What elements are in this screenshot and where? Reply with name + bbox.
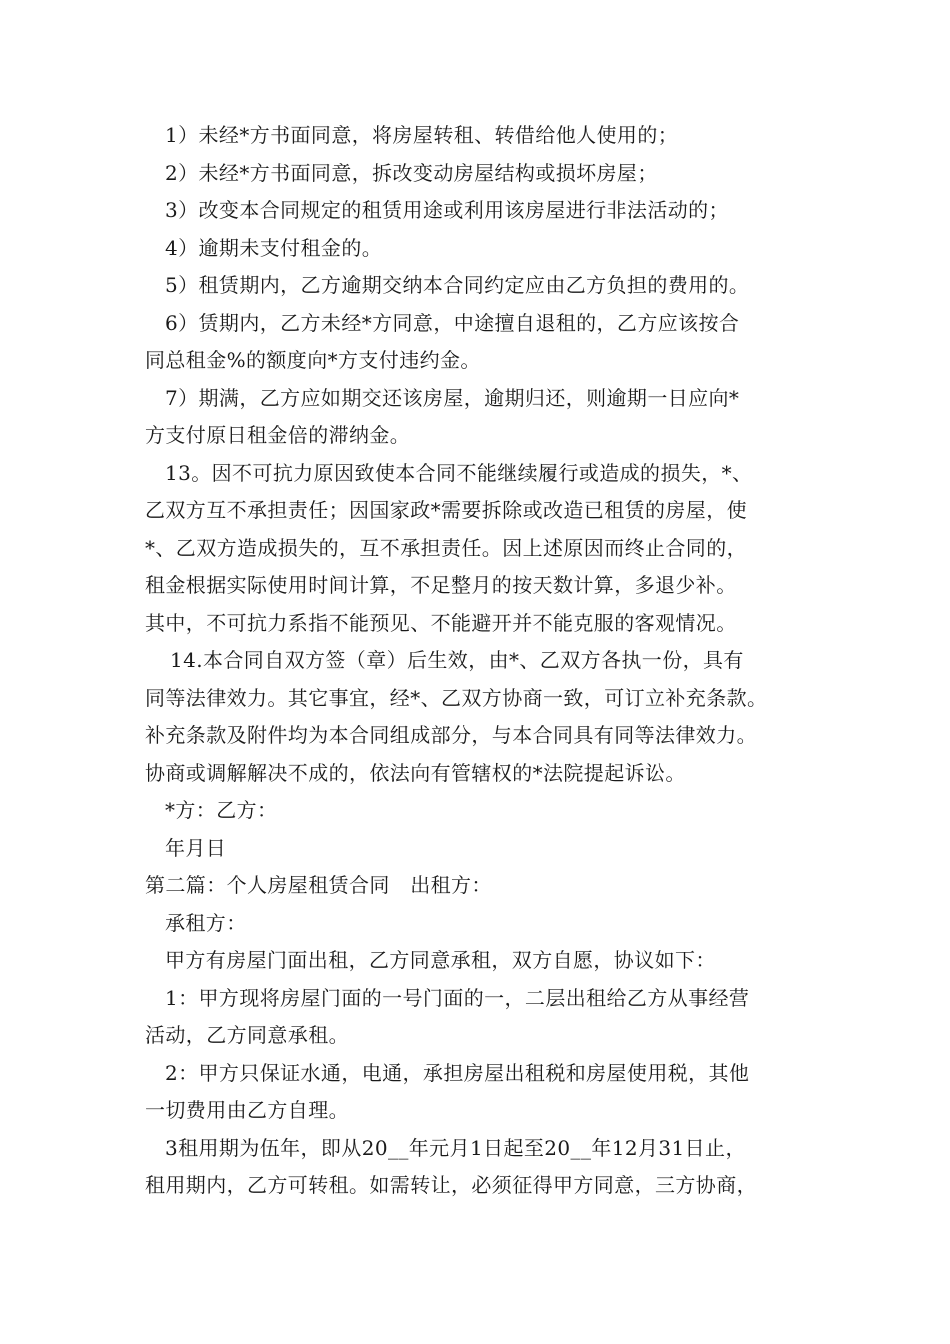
- term-1-line-1: 1：甲方现将房屋门面的一号门面的一，二层出租给乙方从事经营: [165, 985, 750, 1010]
- clause-line-7-cont: 方支付原日租金倍的滞纳金。: [145, 423, 411, 447]
- clause-line-6: 6）赁期内，乙方未经*方同意，中途擅自退租的，乙方应该按合: [165, 310, 740, 335]
- clause-14-line-4: 协商或调解解决不成的，依法向有管辖权的*法院提起诉讼。: [145, 760, 686, 785]
- term-3-line-1: 3租用期为伍年，即从20__年元月1日起至20__年12月31日止，: [165, 1135, 746, 1160]
- clause-13-line-4: 租金根据实际使用时间计算，不足整月的按天数计算，多退少补。: [145, 573, 737, 597]
- clause-14-line-2: 同等法律效力。其它事宜，经*、乙双方协商一致，可订立补充条款。: [145, 685, 768, 710]
- clause-line-4: 4）逾期未支付租金的。: [165, 235, 383, 260]
- clause-line-2: 2）未经*方书面同意，拆改变动房屋结构或损坏房屋；: [165, 160, 658, 185]
- term-1-line-2: 活动，乙方同意承租。: [145, 1023, 349, 1047]
- clause-13-line-2: 乙双方互不承担责任；因国家政*需要拆除或改造已租赁的房屋，使: [145, 498, 747, 522]
- clause-line-7: 7）期满，乙方应如期交还该房屋，逾期归还，则逾期一日应向*: [165, 385, 740, 410]
- term-2-line-1: 2：甲方只保证水通，电通，承担房屋出租税和房屋使用税，其他: [165, 1060, 750, 1085]
- signature-parties: *方：乙方：: [165, 798, 278, 822]
- contract-text: [145, 117, 825, 1205]
- clause-line-6-cont: 同总租金%的额度向*方支付违约金。: [145, 348, 481, 372]
- clause-line-3: 3）改变本合同规定的租赁用途或利用该房屋进行非法活动的；: [165, 198, 729, 222]
- clause-13-line-1: 13。因不可抗力原因致使本合同不能继续履行或造成的损失，*、: [165, 460, 753, 485]
- tenant-label: 承租方：: [165, 910, 247, 935]
- clause-14-line-3: 补充条款及附件均为本合同组成部分，与本合同具有同等法律效力。: [145, 723, 757, 747]
- clause-14-line-1: 14.本合同自双方签（章）后生效，由*、乙双方各执一份，具有: [170, 648, 744, 672]
- section-heading: 第二篇：个人房屋租赁合同 出租方：: [145, 873, 492, 897]
- clause-13-line-3: *、乙双方造成损失的，互不承担责任。因上述原因而终止合同的，: [145, 535, 747, 560]
- clause-line-5: 5）租赁期内，乙方逾期交纳本合同约定应由乙方负担的费用的。: [165, 273, 750, 297]
- term-2-line-2: 一切费用由乙方自理。: [145, 1098, 349, 1122]
- clause-line-1: 1）未经*方书面同意，将房屋转租、转借给他人使用的；: [165, 123, 679, 147]
- agreement-intro: 甲方有房屋门面出租，乙方同意承租，双方自愿，协议如下：: [165, 948, 716, 972]
- signature-date: 年月日: [165, 835, 227, 860]
- term-3-line-2: 租用期内，乙方可转租。如需转让，必须征得甲方同意，三方协商，: [145, 1173, 757, 1197]
- clause-13-line-5: 其中，不可抗力系指不能预见、不能避开并不能克服的客观情况。: [145, 610, 737, 635]
